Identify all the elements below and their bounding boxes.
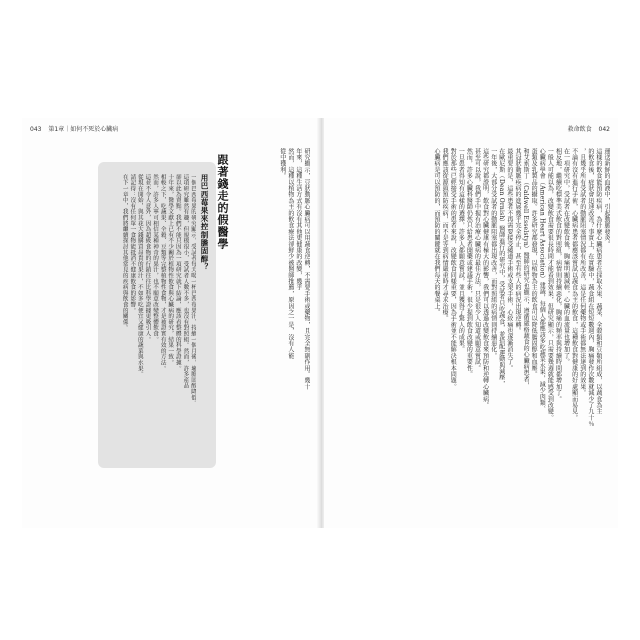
right-body-column: 在歐尼斯（Dean Ornish）醫師進行的研究中，受試者只吃蔬食，並搭配運動與減壓， [497, 148, 505, 387]
right-body-column: 一年後，大部分受試者的動脈阻塞都出現改善，而對照組的病情則持續惡化。 [489, 148, 497, 359]
right-body-column: 一旦患者得知有這樣的選擇，許多人都願意嘗試，並且獲得了驚人的成果。 [457, 148, 465, 353]
right-body-column: 在一項研究中，受試者在改變飲食後，胸痛明顯減輕，心臟的血流量也增加了。 [562, 148, 570, 365]
right-body-column: 運送新鮮的血液中，引起動脈發炎。 [603, 148, 610, 248]
right-page-number: 042 [598, 126, 610, 133]
left-body-text [244, 148, 310, 520]
right-page-header [563, 124, 610, 133]
right-body-column: 其冠狀動脈疾病的進展幾乎完全停止，甚至有些人的病況出現逆轉。 [513, 148, 521, 334]
right-body-column: 和艾索斯丁（Caldwell Esselstyn）醫師的研究也顯示，遵循嚴格蔬食的心臟病患者， [522, 148, 530, 389]
left-body-column: 研究顯示，豆狀動脈心臟病可以用蔬食逆轉，不需要手術或藥物，且完全無副作用。幾十 [303, 148, 310, 390]
sidebar-column: 從現在開始，與其花大錢購買昂貴的果汁，不如多吃便宜又健康的蔬菜與水果。 [136, 174, 143, 377]
sidebar-column: 十年來，醫學文獻上已有不少關於植物性飲食與心臟病的研究，結果一致。 [167, 174, 174, 366]
sidebar-column: 這並不令人意外，因為超級食物的行銷往往比科學證據更吸引人。 [144, 174, 151, 343]
right-body-column: 心臟病是可以預防的，而預防的關鍵就在我們每天的餐桌上。 [433, 148, 441, 316]
left-page-header [30, 124, 123, 133]
left-body-column: 然而，這種以植物為主的飲食療法卻鮮少被醫師推薦，原因之一是，沒有人能 [286, 148, 294, 359]
right-body-column: 的飲食後，症狀會迅速改善？事實上，在實驗中，蔬食組在短短數週內，胸痛發作次數就減少了九十％ [586, 148, 594, 427]
left-body-column: 年來，這種生活方式有沒有其他更健康的改變，幾乎 [294, 148, 302, 291]
sidebar-column: 一個巴西莓果的研究顯示，受試者每天喝一杯巴西莓果汁，持續一個月後，壞膽固醇降低。 [190, 174, 196, 406]
right-body-column: 我們應該從源頭預防疾病，而不是等到病情嚴重時才尋求治療。 [441, 148, 449, 322]
sidebar-box [98, 162, 216, 468]
right-body-column: 甚至可以說，我們手中握有治療心臟病的最佳方法，只是很少人知道或願意嘗試。 [473, 148, 481, 372]
right-body-column: 蛋類及乳製品的攝取。許多研究都發現，以植物為主的飲食可以降低膽固醇和血壓。 [530, 148, 538, 378]
right-body-column: 對於那些已經接受手術的患者來說，改變飲食同樣重要，因為手術並不能解決根本問題。 [449, 148, 457, 390]
right-header-label: 救命飲食 [567, 126, 592, 133]
left-body-column: 從中獲利。 [278, 148, 286, 179]
book-spread [22, 118, 618, 528]
right-body-column: 最重要的是，這些患者不再需要接受繞道手術或支架手術，心絞痛也逐漸消失了。 [505, 148, 513, 372]
left-page-number: 043 [30, 126, 42, 133]
section-title: 跟著錢走的假醫學 [216, 154, 229, 250]
right-body-column: 一般人可能以為，改變飲食需要很長時間才能看到效果，但研究顯示，只需要幾週就能感受到改變。 [546, 148, 554, 421]
sidebar-column: 卻以此為賣點。我們不能只因為一項研究就下結論，應該看整體的科學證據。 [174, 174, 181, 372]
right-body-column: 這樣的飲食能預防疾病，為什麼心臟病患者在採取水果、蔬菜、全穀類和豆類所組成，以蔬食為主 [594, 148, 602, 415]
right-body-text [332, 148, 610, 520]
sidebar-column: 然而，許多人寧可相信某種神奇的果汁，也不願意改變整體飲食。 [152, 174, 159, 343]
left-page [22, 118, 318, 528]
left-chapter-header: 第1章｜如何不死於心臟病 [48, 126, 119, 133]
right-body-column: 相反地，繼續吃標準美式飲食的對照組，病情則持續惡化，胸痛的頻率與持續時間都增加了。 [554, 148, 562, 403]
sidebar-column: 這項研究雖然有趣，但規模很小，受試者人數不多，也沒有對照組。然而，許多產品 [182, 174, 189, 389]
sidebar-body-text [104, 174, 196, 458]
sidebar-column: 相較之下，吃蔬果、全穀、豆類等完整植物性食物，才是被證實有效的方法。 [159, 174, 166, 372]
right-body-column: 心臟病學會（American Heart Association）建議，每個人都應該多吃蔬菜水果，減少肉類、 [538, 148, 546, 413]
right-body-column: ，且幾乎所有受試者的動脈阻塞情況都有所改善，這是任何藥物或手術都無法達到的效果。 [578, 148, 586, 396]
sidebar-column: 請記得：沒有任何單一食物能抵消不健康飲食的影響。 [129, 174, 136, 314]
right-body-column: 然而，許多心臟科醫師仍然只給患者開藥或建議手術，很少提到飲食改變的重要性。 [465, 148, 473, 378]
sidebar-column: 在下一章中，我們將繼續探討其他常見的疾病與飲食的關係。 [121, 174, 128, 331]
right-body-column: 這些研究都證明，飲食對心臟健康有極大的影響，我們可以透過改變飲食來預防和逆轉心臟病。 [481, 148, 489, 409]
sidebar-title: 用巴西莓果來控制膽固醇？ [200, 174, 209, 272]
right-body-column: 不論有沒有進行手術，心臟病患者都應該嘗試以蔬食為主的飲食，這種飲食對健康的好處顯而易見。 [570, 148, 578, 421]
right-page [324, 118, 618, 528]
